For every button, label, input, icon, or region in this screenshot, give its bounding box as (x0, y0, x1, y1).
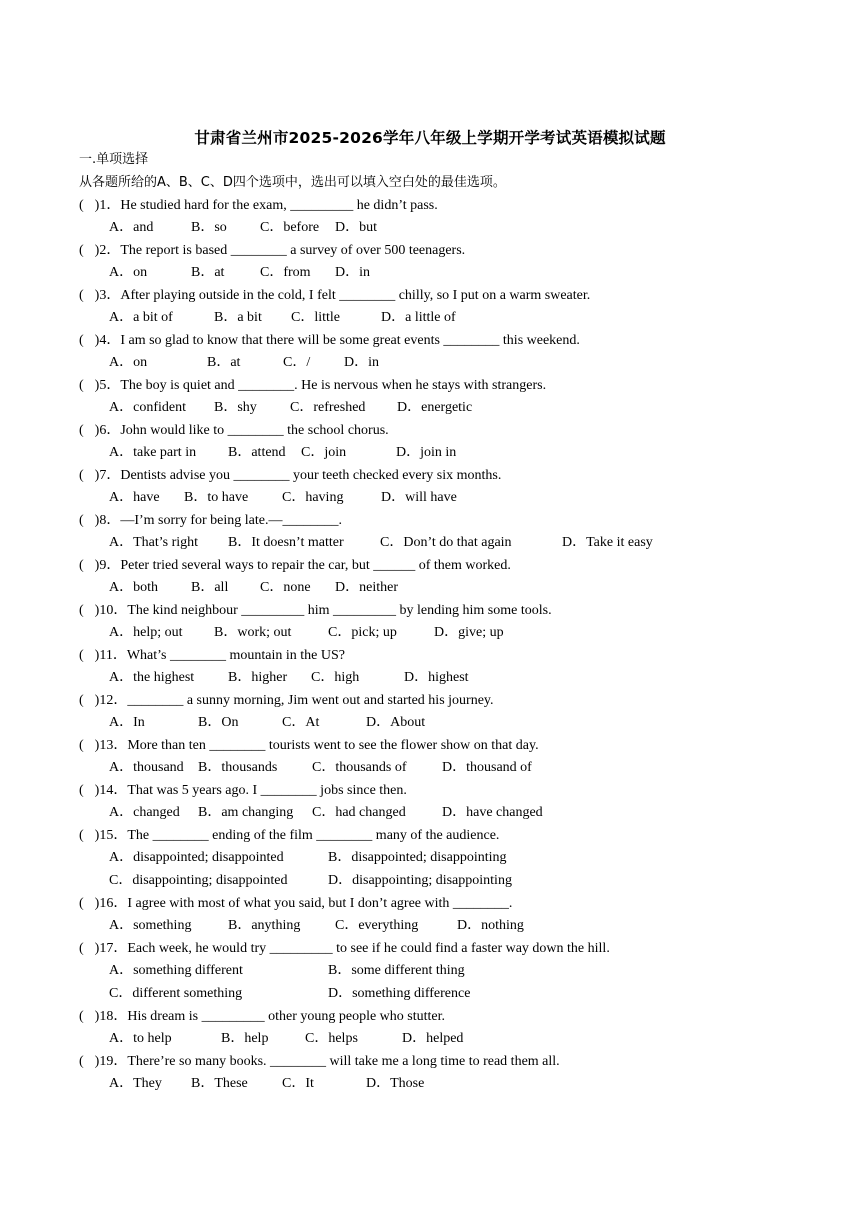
answer-option: B．anything (228, 918, 301, 933)
answer-option: B．a bit (214, 310, 262, 325)
question-text: )16．I agree with most of what you said, but I don’t agree with ________. (94, 896, 513, 911)
answer-paren: ( (79, 468, 84, 483)
answer-option: D．have changed (442, 805, 543, 820)
answer-option: C．high (311, 670, 360, 685)
answer-option: A．something (109, 918, 192, 933)
question-text: )10．The kind neighbour _________ him _________ by lending him some tools. (94, 603, 552, 618)
question-text: )4．I am so glad to know that there will be some great events ________ this weekend. (94, 333, 580, 348)
question-stem (79, 377, 546, 395)
answer-option: A．They (109, 1076, 162, 1091)
question-stem (79, 1053, 560, 1071)
question-stem (79, 512, 342, 530)
answer-option: D．energetic (397, 400, 473, 415)
answer-paren: ( (79, 243, 84, 258)
question-text: )1．He studied hard for the exam, _________ he didn’t pass. (94, 198, 438, 213)
answer-option: D．give; up (434, 625, 504, 640)
answer-option: B．On (198, 715, 239, 730)
answer-option: A．changed (109, 805, 180, 820)
question-text: )15．The ________ ending of the film ________ many of the audience. (94, 828, 500, 843)
question-stem (79, 1008, 445, 1026)
answer-option: C．helps (305, 1031, 358, 1046)
answer-option: D．Those (366, 1076, 425, 1091)
question-text: )14．That was 5 years ago. I ________ jobs since then. (94, 783, 407, 798)
answer-paren: ( (79, 648, 84, 663)
section-instruction: 从各题所给的A、B、C、D四个选项中，选出可以填入空白处的最佳选项。 (79, 175, 506, 190)
answer-option: B．attend (228, 445, 286, 460)
answer-option: C．little (291, 310, 340, 325)
answer-option: C．from (260, 265, 311, 280)
answer-option: B．These (191, 1076, 248, 1091)
answer-option: B．am changing (198, 805, 294, 820)
section-heading: 一.单项选择 (79, 152, 149, 167)
answer-option: B．higher (228, 670, 288, 685)
answer-option: B．It doesn’t matter (228, 535, 344, 550)
answer-paren: ( (79, 378, 84, 393)
answer-option: D．will have (381, 490, 457, 505)
answer-paren: ( (79, 558, 84, 573)
question-text: )11．What’s ________ mountain in the US? (94, 648, 345, 663)
question-text: )3．After playing outside in the cold, I felt ________ chilly, so I put on a warm sweater. (94, 288, 591, 303)
answer-option: D．disappointing; disappointing (328, 873, 512, 888)
answer-option: D．but (335, 220, 377, 235)
question-text: )6．John would like to ________ the school chorus. (94, 423, 389, 438)
answer-paren: ( (79, 333, 84, 348)
answer-option: B．at (207, 355, 241, 370)
answer-paren: ( (79, 693, 84, 708)
answer-option: C．none (260, 580, 311, 595)
answer-option: A．the highest (109, 670, 195, 685)
answer-option: B．all (191, 580, 229, 595)
question-stem (79, 602, 552, 620)
answer-option: C．different something (109, 986, 243, 1001)
answer-option: A．a bit of (109, 310, 173, 325)
question-text: )17．Each week, he would try _________ to see if he could find a faster way down the hill. (94, 941, 610, 956)
question-text: )13．More than ten ________ tourists went to see the flower show on that day. (94, 738, 539, 753)
answer-paren: ( (79, 738, 84, 753)
question-stem (79, 557, 511, 575)
question-stem (79, 737, 539, 755)
answer-option: B．some different thing (328, 963, 465, 978)
answer-option: D．nothing (457, 918, 524, 933)
answer-option: C．join (301, 445, 347, 460)
answer-paren: ( (79, 828, 84, 843)
answer-option: D．highest (404, 670, 469, 685)
question-stem (79, 287, 590, 305)
answer-option: D．in (344, 355, 379, 370)
answer-option: B．help (221, 1031, 269, 1046)
question-text: )5．The boy is quiet and ________. He is nervous when he stays with strangers. (94, 378, 547, 393)
question-text: )9．Peter tried several ways to repair the car, but ______ of them worked. (94, 558, 511, 573)
answer-option: C．It (282, 1076, 314, 1091)
answer-option: B．work; out (214, 625, 292, 640)
answer-option: C．pick; up (328, 625, 397, 640)
answer-option: A．on (109, 265, 148, 280)
answer-option: A．In (109, 715, 145, 730)
answer-option: C．disappointing; disappointed (109, 873, 288, 888)
answer-option: D．Take it easy (562, 535, 653, 550)
answer-option: C．having (282, 490, 344, 505)
question-stem (79, 197, 438, 215)
answer-option: B．so (191, 220, 227, 235)
question-text: )7．Dentists advise you ________ your teeth checked every six months. (94, 468, 502, 483)
answer-option: C．before (260, 220, 320, 235)
answer-option: A．thousand (109, 760, 184, 775)
answer-option: D．in (335, 265, 370, 280)
question-text: )19．There’re so many books. ________ will take me a long time to read them all. (94, 1054, 560, 1069)
answer-option: C．everything (335, 918, 419, 933)
answer-option: D．something difference (328, 986, 471, 1001)
question-stem (79, 692, 494, 710)
answer-option: D．About (366, 715, 426, 730)
answer-paren: ( (79, 423, 84, 438)
answer-option: D．helped (402, 1031, 464, 1046)
answer-paren: ( (79, 513, 84, 528)
answer-option: C．had changed (312, 805, 406, 820)
question-stem (79, 827, 499, 845)
answer-option: C．Don’t do that again (380, 535, 512, 550)
answer-paren: ( (79, 1009, 84, 1024)
question-stem (79, 332, 580, 350)
answer-paren: ( (79, 783, 84, 798)
answer-option: A．That’s right (109, 535, 199, 550)
question-stem (79, 242, 465, 260)
answer-paren: ( (79, 896, 84, 911)
answer-option: B．thousands (198, 760, 278, 775)
answer-option: A．have (109, 490, 160, 505)
question-stem (79, 422, 389, 440)
answer-option: B．at (191, 265, 225, 280)
question-stem (79, 467, 501, 485)
answer-option: D．thousand of (442, 760, 532, 775)
answer-option: D．neither (335, 580, 398, 595)
answer-option: A．on (109, 355, 148, 370)
answer-paren: ( (79, 1054, 84, 1069)
answer-paren: ( (79, 941, 84, 956)
answer-option: D．a little of (381, 310, 456, 325)
answer-paren: ( (79, 288, 84, 303)
question-text: )12．________ a sunny morning, Jim went out and started his journey. (94, 693, 494, 708)
question-stem (79, 940, 610, 958)
answer-option: C．At (282, 715, 320, 730)
answer-paren: ( (79, 603, 84, 618)
question-text: )2．The report is based ________ a survey of over 500 teenagers. (94, 243, 466, 258)
question-text: )18．His dream is _________ other young people who stutter. (94, 1009, 446, 1024)
answer-option: A．to help (109, 1031, 172, 1046)
answer-option: B．shy (214, 400, 257, 415)
answer-option: A．disappointed; disappointed (109, 850, 284, 865)
answer-option: C．refreshed (290, 400, 366, 415)
answer-option: A．something different (109, 963, 243, 978)
answer-option: A．and (109, 220, 154, 235)
answer-option: A．take part in (109, 445, 197, 460)
question-text: )8．—I’m sorry for being late.—________. (94, 513, 342, 528)
answer-option: D．join in (396, 445, 457, 460)
exam-title: 甘肃省兰州市2025-2026学年八年级上学期开学考试英语模拟试题 (194, 129, 666, 147)
answer-option: A．help; out (109, 625, 183, 640)
answer-option: A．both (109, 580, 158, 595)
question-stem (79, 782, 407, 800)
answer-option: C．thousands of (312, 760, 407, 775)
answer-option: A．confident (109, 400, 186, 415)
answer-option: B．disappointed; disappointing (328, 850, 507, 865)
answer-option: C．/ (283, 355, 311, 370)
answer-paren: ( (79, 198, 84, 213)
question-stem (79, 895, 512, 913)
question-stem (79, 647, 345, 665)
answer-option: B．to have (184, 490, 249, 505)
